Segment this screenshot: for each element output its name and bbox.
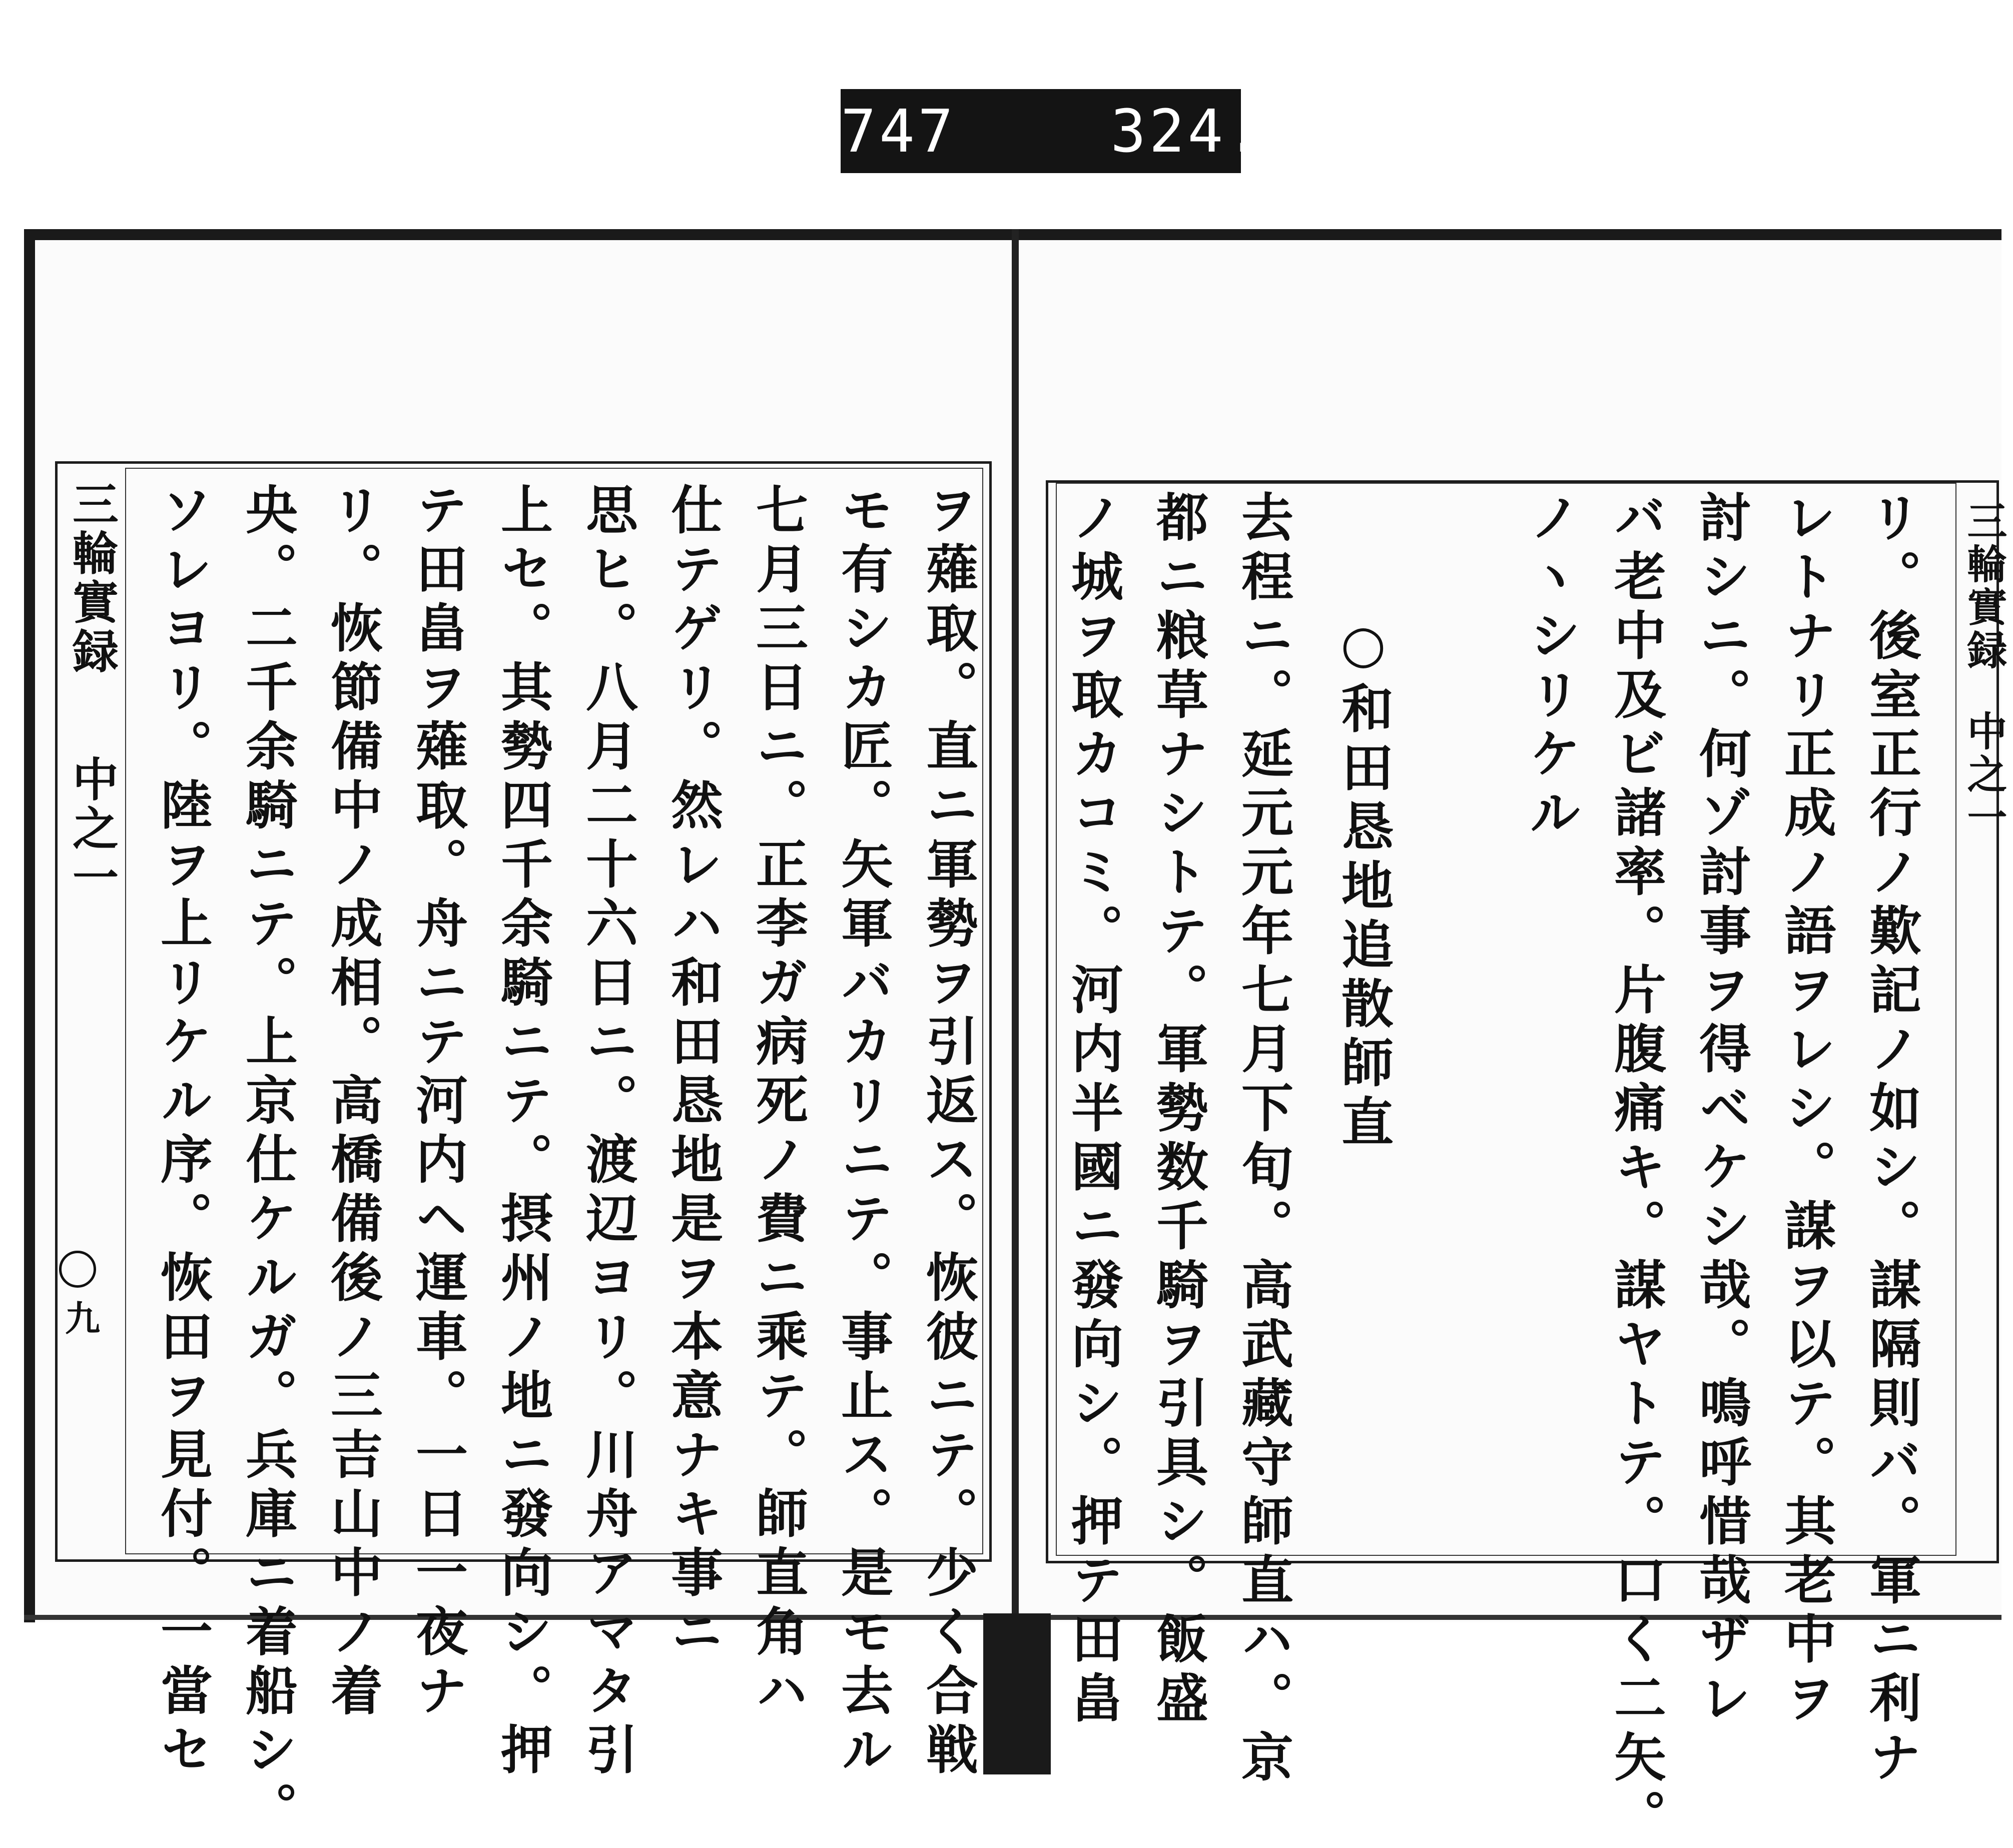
left-column-8: リ。恢節備中ノ成相。高橋備後ノ三吉山中ノ着 [322, 483, 383, 1722]
book-left-edge [24, 229, 35, 1622]
book-gutter [1012, 229, 1019, 1622]
section-heading: ○和田恳地追散師直 [1332, 613, 1394, 1154]
left-column-3: 七月三日ニ。正李ガ病死ノ費ニ乘テ。師直角ハ [747, 483, 809, 1722]
right-page-volume: 中之一 [1960, 710, 2007, 839]
right-column-6: 去程ニ。延元元年七月下旬。高武藏守師直ハ。京 [1232, 490, 1294, 1789]
left-page-volume: 中之一 [65, 755, 119, 902]
right-column-3: 討シニ。何ゾ討事ヲ得ベケシ哉。鳴呼惜哉ザレ [1690, 490, 1752, 1730]
left-column-7: テ田畠ヲ薙取。舟ニテ河内ヘ運車。一日一夜ナ [407, 483, 468, 1722]
left-column-10: ソレヨリ。陸ヲ上リケル序。恢田ヲ見付。一當セ [152, 483, 213, 1781]
catalog-label: 747 324. [841, 89, 1241, 173]
left-column-2: モ有シカ匠。矢軍バカリニテ。事止ス。是モ去ル [832, 483, 894, 1781]
right-column-7: 都ニ粮草ナシトテ。軍勢数千騎ヲ引具シ。飯盛 [1147, 490, 1209, 1730]
left-page-number: 九 [65, 1298, 100, 1339]
left-column-6: 上セ。其勢四千余騎ニテ。摂州ノ地ニ發向シ。押 [492, 483, 553, 1781]
left-page-side-title: 三輪實録 [65, 480, 119, 676]
right-column-5: ノヽシリケル [1520, 490, 1582, 844]
left-column-1: ヲ薙取。直ニ軍勢ヲ引返ス。恢彼ニテ。少く合戦 [917, 483, 979, 1781]
right-column-2: レトナリ正成ノ語ヲレシ。謀ヲ以テ。其老中ヲ [1775, 490, 1837, 1730]
left-column-9: 央。二千余騎ニテ。上京仕ケルガ。兵庫ニ着船シ。 [237, 483, 298, 1840]
right-column-1: リ。後室正行ノ歎記ノ如シ。謀隔則バ。軍ニ利ナ [1860, 490, 1922, 1789]
right-column-4: バ老中及ビ諸率。片腹痛キ。謀ヤトテ。口く二矢。 [1605, 490, 1667, 1848]
spine-mark [983, 1613, 1051, 1774]
left-page-number-circle [59, 1251, 96, 1288]
right-page-side-title: 三輪實録 [1960, 500, 2007, 672]
left-column-5: 思ヒ。八月二十六日ニ。渡辺ヨリ。川舟アマタ引 [577, 483, 638, 1781]
right-column-8: ノ城ヲ取カコミ。河内半國ニ發向シ。押テ田畠 [1062, 490, 1124, 1730]
left-column-4: 仕テゲリ。然レハ和田恳地是ヲ本意ナキ事ニ [662, 483, 724, 1663]
